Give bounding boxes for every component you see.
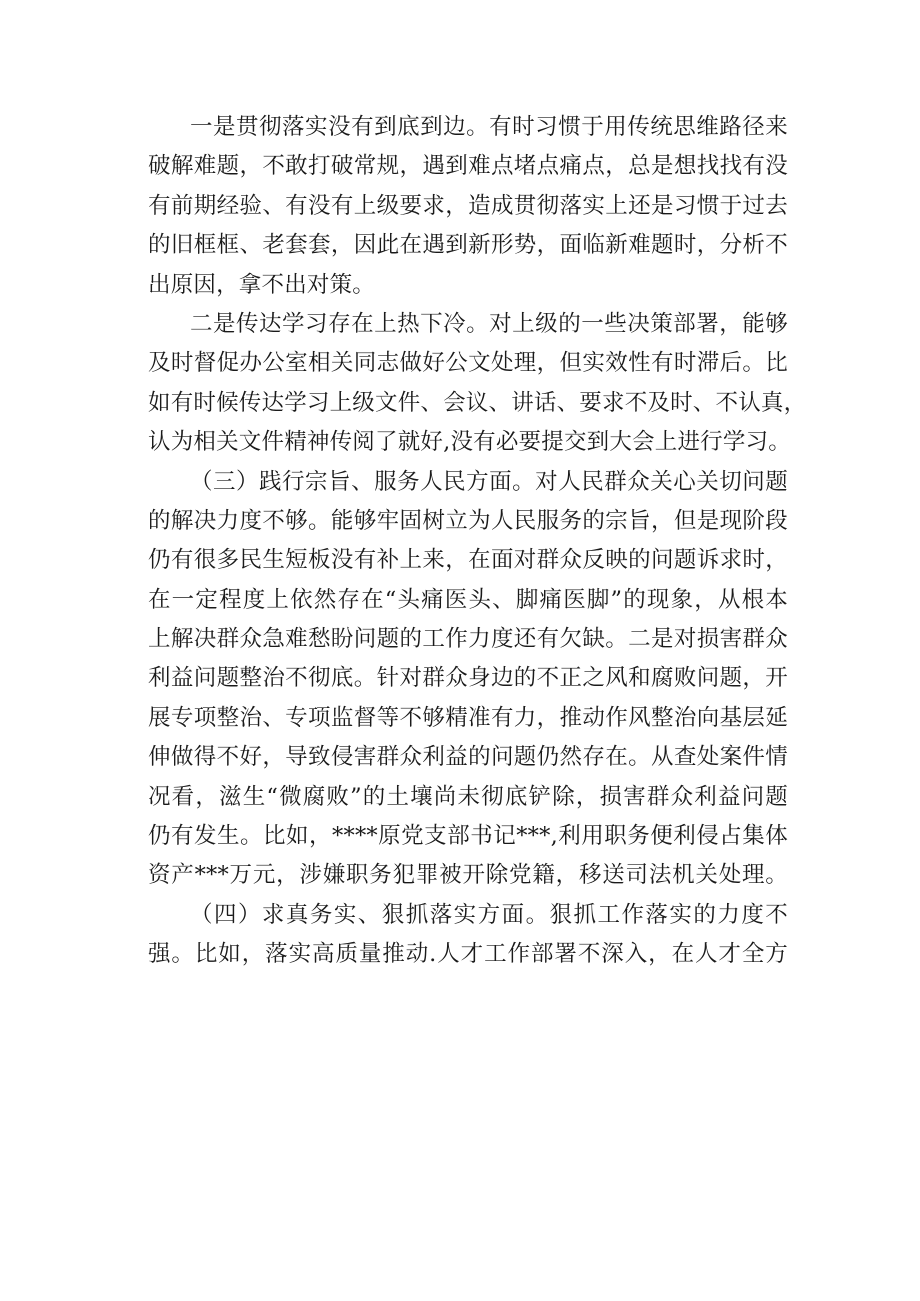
text-line: 及时督促办公室相关同志做好公文处理，但实效性有时滞后。比	[148, 350, 788, 377]
paragraph-1	[148, 108, 788, 305]
text-line: 伸做得不好，导致侵害群众利益的问题仍然存在。从查处案件情	[148, 744, 788, 771]
text-line: 如有时候传达学习上级文件、会议、讲话、要求不及时、不认真，	[148, 389, 807, 416]
paragraph-2	[148, 305, 807, 463]
text-line: 破解难题，不敢打破常规，遇到难点堵点痛点，总是想找找有没	[148, 153, 788, 180]
paragraph-3	[148, 463, 788, 896]
text-line: 的旧框框、老套套，因此在遇到新形势，面临新难题时，分析不	[148, 232, 788, 259]
paragraph-4	[148, 896, 788, 975]
text-line: 仍有很多民生短板没有补上来，在面对群众反映的问题诉求时，	[148, 547, 788, 574]
text-line: 有前期经验、有没有上级要求，造成贯彻落实上还是习惯于过去	[148, 192, 788, 219]
document-body	[148, 108, 807, 975]
text-line: 利益问题整治不彻底。针对群众身边的不正之风和腐败问题，开	[148, 665, 788, 692]
text-line: 展专项整治、专项监督等不够精准有力，推动作风整治向基层延	[148, 704, 788, 731]
text-line: 仍有发生。比如，****原党支部书记***,利用职务便利侵占集体	[148, 823, 788, 850]
section-heading-line: （四）求真务实、狠抓落实方面。狠抓工作落实的力度不	[190, 901, 788, 928]
text-line: 上解决群众急难愁盼问题的工作力度还有欠缺。二是对损害群众	[148, 626, 788, 653]
text-line: 在一定程度上依然存在“头痛医头、脚痛医脚”的现象，从根本	[148, 586, 788, 613]
text-line: 二是传达学习存在上热下冷。对上级的一些决策部署，能够	[190, 310, 788, 337]
text-line: 出原因，拿不出对策。	[148, 271, 376, 298]
text-line: 一是贯彻落实没有到底到边。有时习惯于用传统思维路径来	[190, 114, 788, 140]
text-line: 强。比如，落实高质量推动.人才工作部署不深入，在人才全方	[148, 941, 788, 968]
text-line: 况看，滋生“微腐败”的土壤尚未彻底铲除，损害群众利益问题	[148, 783, 788, 810]
section-heading-line: （三）践行宗旨、服务人民方面。对人民群众关心关切问题	[190, 468, 788, 495]
text-line: 的解决力度不够。能够牢固树立为人民服务的宗旨，但是现阶段	[148, 507, 788, 534]
text-line: 认为相关文件精神传阅了就好,没有必要提交到大会上进行学习。	[148, 429, 791, 456]
text-line: 资产***万元，涉嫌职务犯罪被开除党籍，移送司法机关处理。	[148, 862, 788, 889]
